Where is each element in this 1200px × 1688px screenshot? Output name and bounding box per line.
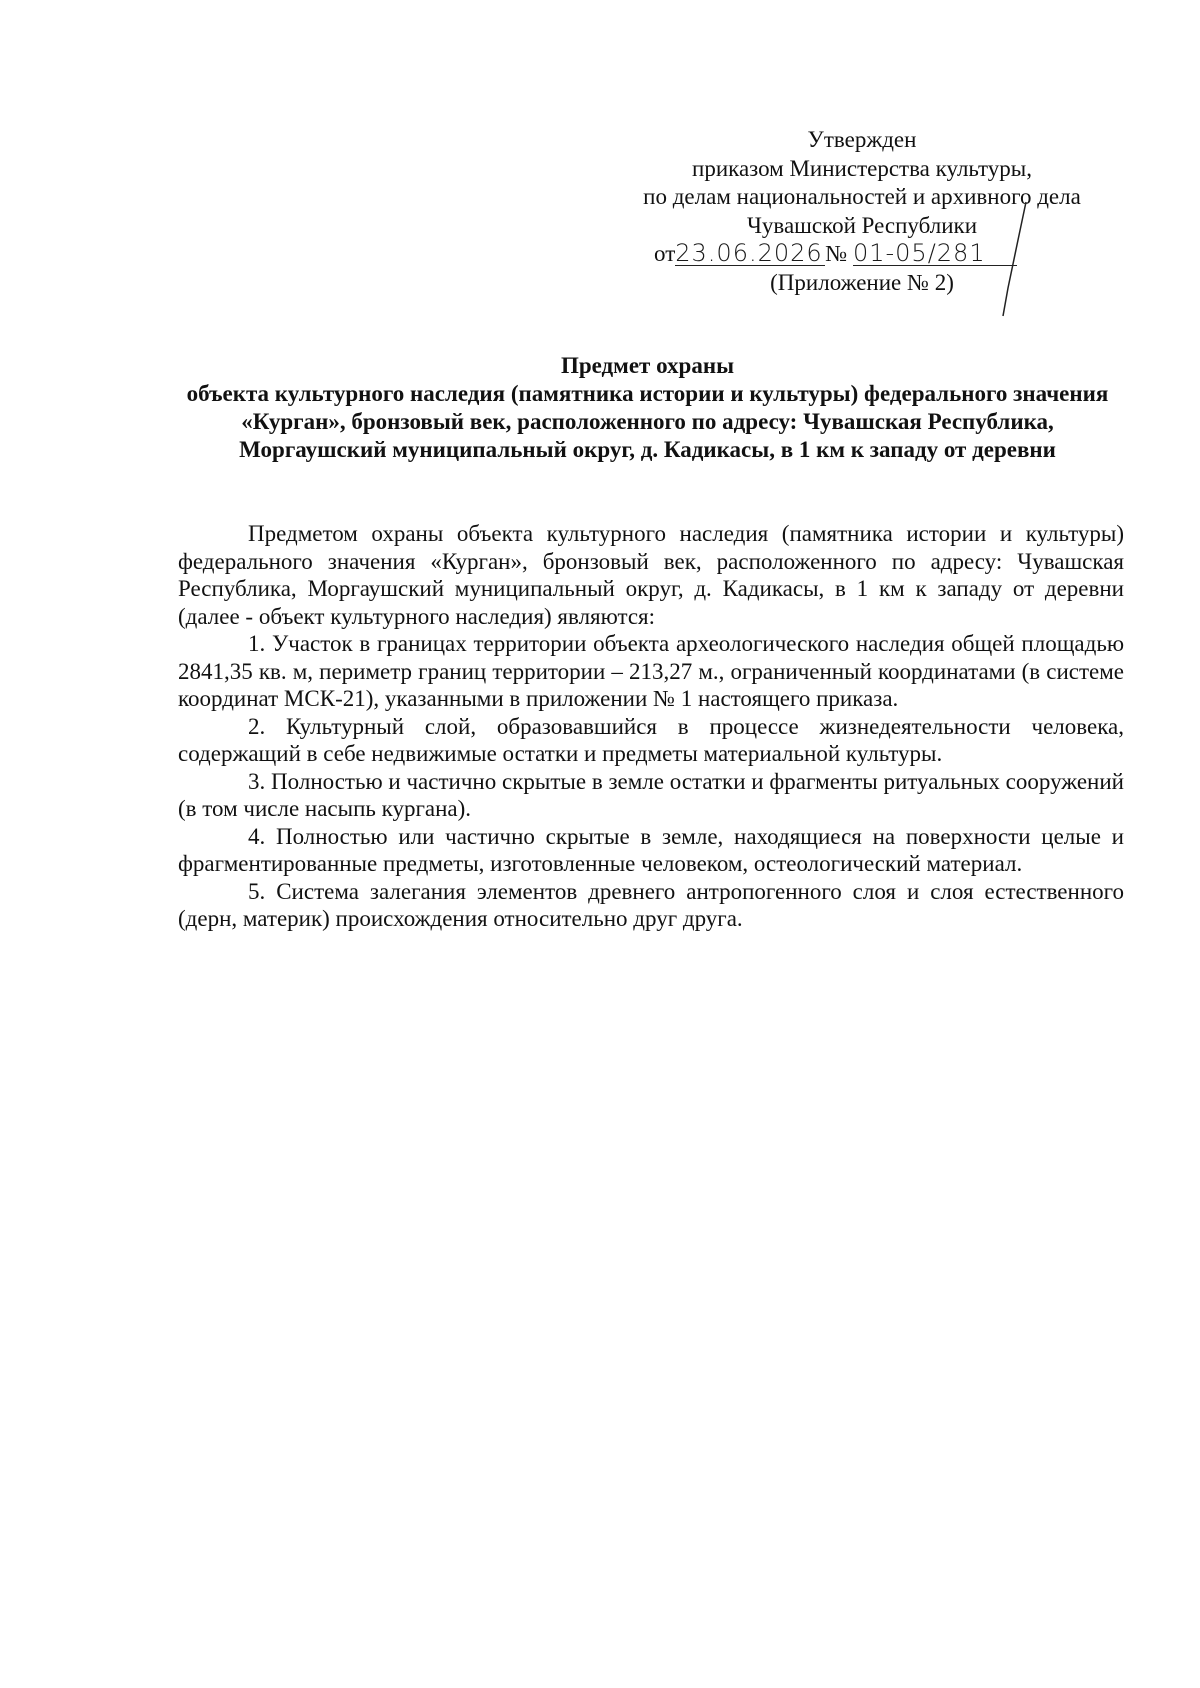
document-body <box>178 520 1124 933</box>
document-title <box>170 352 1125 464</box>
approval-line-ministry: приказом Министерства культуры, <box>692 155 1032 181</box>
number-prefix: № <box>825 241 848 266</box>
pen-stroke-mark <box>1000 200 1028 318</box>
body-item-5: 5. Система залегания элементов древнего антропогенного слоя и слоя естественного (дерн, материк) происхождения относительно друг друга. <box>178 878 1124 931</box>
handwritten-date: 23.06.2026 <box>675 241 825 266</box>
approval-date-number-line <box>612 240 1112 269</box>
body-item-2: 2. Культурный слой, образовавшийся в процессе жизнедеятельности человека, содержащий в себе недвижимые остатки и предметы материальной культуры. <box>178 713 1124 766</box>
title-heading: Предмет охраны <box>560 353 735 378</box>
approval-line-department: по делам национальностей и архивного дела <box>643 184 1081 209</box>
date-prefix: от <box>654 241 676 266</box>
approval-appendix-note: (Приложение № 2) <box>770 269 954 295</box>
approval-line-approved: Утвержден <box>807 127 917 152</box>
body-item-4: 4. Полностью или частично скрытые в земле, находящиеся на поверхности целые и фрагментированные предметы, изготовленные человеком, остеологический материал. <box>178 823 1124 876</box>
handwritten-number: 01-05/281 <box>853 241 1017 266</box>
title-subheading: объекта культурного наследия (памятника истории и культуры) федерального значения «Курган», бронзовый век, расположенного по адресу: Чувашская Республика, Моргаушский муниципальный округ, д. Кадикасы, в 1 км к западу от деревни <box>186 381 1109 462</box>
approval-line-republic: Чувашской Республики <box>746 212 978 238</box>
body-item-1: 1. Участок в границах территории объекта археологического наследия общей площадью 2841,35 кв. м, периметр границ территории – 213,27 м., ограниченный координатами (в системе координат МСК-21), указанными в приложении № 1 настоящего приказа. <box>178 631 1124 711</box>
body-item-3: 3. Полностью и частично скрытые в земле остатки и фрагменты ритуальных сооружений (в том числе насыпь кургана). <box>178 768 1124 821</box>
body-intro-paragraph: Предметом охраны объекта культурного наследия (памятника истории и культуры) федерального значения «Курган», бронзовый век, расположенного по адресу: Чувашская Республика, Моргаушский муниципальный округ, д. Кадикасы, в 1 км к западу от деревни (далее - объект культурного наследия) являются: <box>178 521 1124 629</box>
approval-stamp <box>612 126 1112 297</box>
